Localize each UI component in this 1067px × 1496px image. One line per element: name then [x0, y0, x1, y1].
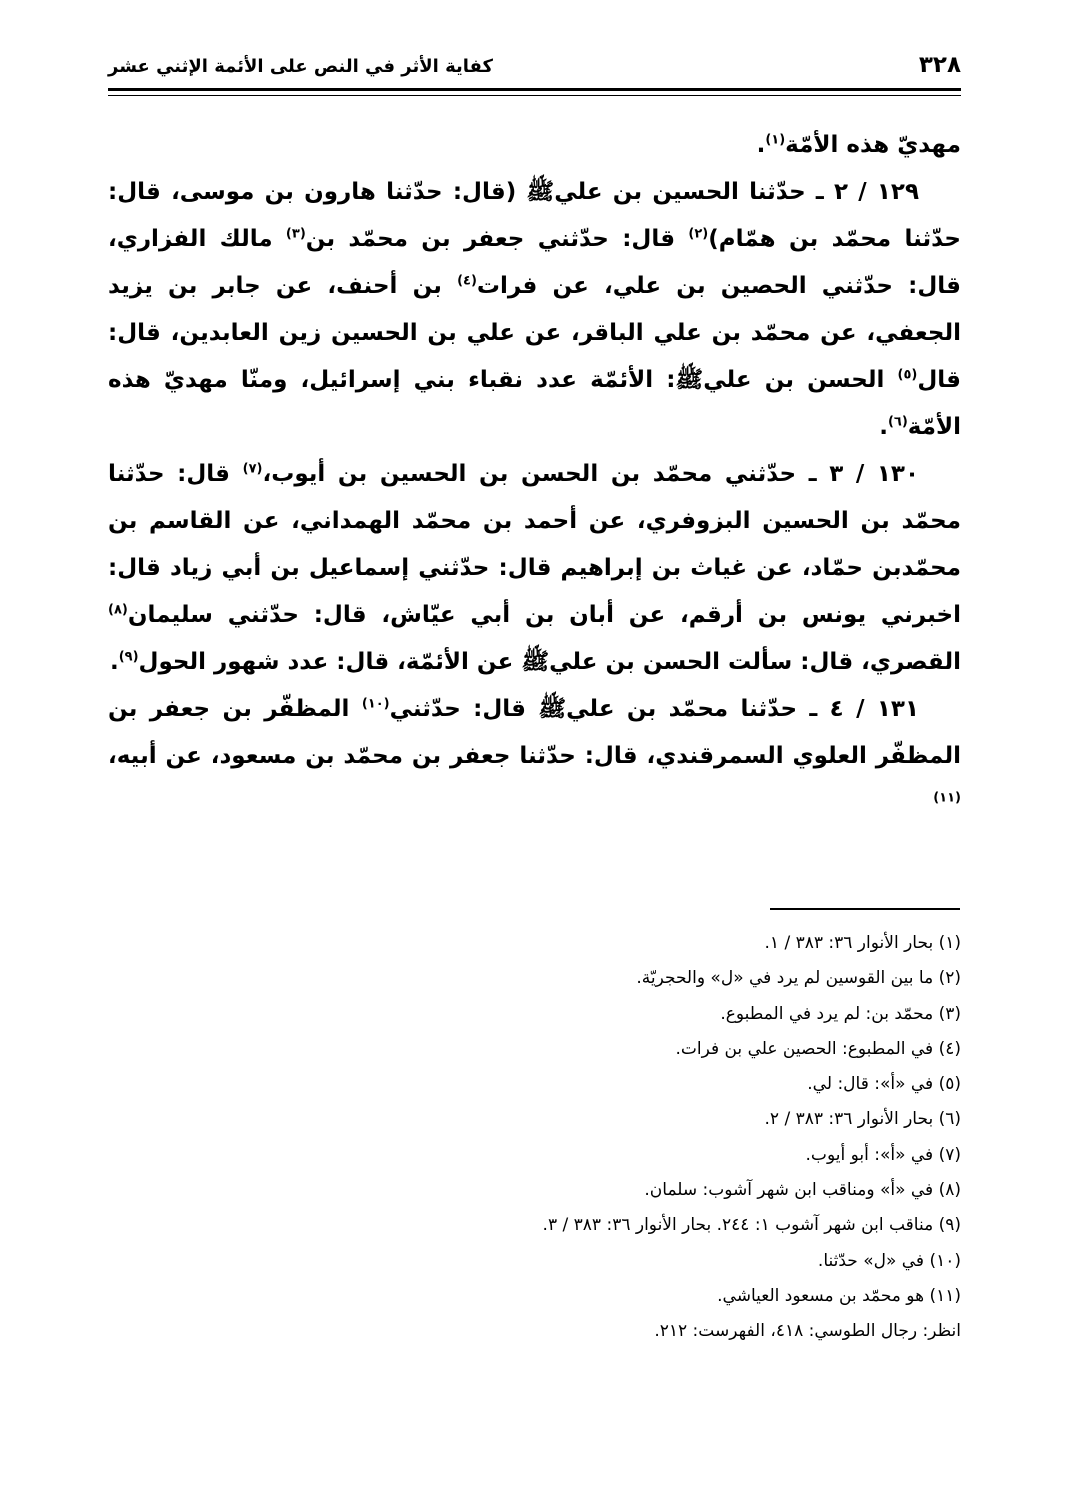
page-number: ٣٢٨ — [918, 52, 961, 78]
note-ref: (٤) — [457, 273, 477, 289]
note-ref: (١١) — [933, 790, 961, 806]
running-header — [108, 52, 961, 86]
text-run: القصري، قال: سألت الحسن بن عليﷺ عن الأئمّة، قال: عدد شهور الحول — [138, 649, 961, 675]
text-run: مالك الفزاري، قال: حدّثني الحصين بن علي، عن فرات — [108, 226, 961, 299]
text-run: . — [756, 132, 766, 158]
paragraph-continuation — [108, 122, 961, 169]
footnote: (١٠) في «ل» حدّثنا. — [817, 1250, 961, 1271]
note-ref: (٢) — [688, 226, 709, 242]
header-rule-thick — [108, 88, 961, 91]
text-run: قال: حدّثني جعفر بن محمّد بن — [305, 226, 689, 252]
footnote: (٦) بحار الأنوار ٣٦: ٣٨٣ / ٢. — [764, 1109, 961, 1130]
text-run: ١٣٠ / ٣ ـ حدّثني محمّد بن الحسن بن الحسين بن أيوب، — [262, 461, 920, 487]
footnote: (٢) ما بين القوسين لم يرد في «ل» والحجريّة. — [636, 968, 961, 989]
text-run: ١٣١ / ٤ ـ حدّثنا محمّد بن عليﷺ قال: حدّثني — [389, 696, 920, 722]
footnote: (٣) محمّد بن: لم يرد في المطبوع. — [720, 1003, 961, 1024]
footnote-separator — [770, 908, 960, 910]
note-ref: (٩) — [118, 649, 139, 665]
footnote: (٥) في «أ»: قال: لي. — [807, 1074, 961, 1095]
text-run: قال: حدّثنا محمّد بن الحسين البزوفري، عن أحمد بن محمّد الهمداني، عن القاسم بن محمّدبن حمّاد، عن غياث بن إبراهيم قال: حدّثني إسماعيل بن أبي زياد قال: اخبرني يونس بن أرقم، عن أبان بن أبي عيّاش، قال: حدّثني سليمان — [108, 461, 961, 628]
text-run: . — [879, 414, 888, 440]
hadith-131 — [108, 686, 961, 827]
footnote: (٧) في «أ»: أبو أيوب. — [805, 1144, 961, 1165]
note-ref: (١٠) — [361, 696, 390, 712]
header-rule-thin — [108, 95, 961, 96]
hadith-129 — [108, 169, 961, 451]
footnote: (٩) مناقب ابن شهر آشوب ١: ٢٤٤. بحار الأنوار ٣٦: ٣٨٣ / ٣. — [542, 1215, 961, 1236]
text-run: ١٢٩ / ٢ ـ حدّثنا الحسين بن عليﷺ (قال: حدّثنا هارون بن موسى، قال: حدّثنا محمّد بن همّام) — [108, 179, 961, 252]
book-title: كفاية الأثر في النص على الأئمة الإثني عشر — [108, 56, 493, 77]
note-ref: (٨) — [108, 602, 128, 618]
main-text — [108, 122, 961, 827]
text-run: بن أحنف، عن جابر بن يزيد الجعفي، عن محمّد بن علي الباقر، عن علي بن الحسين زين العابدين، قال: قال — [108, 273, 961, 393]
text-run: مهديّ هذه الأمّة — [785, 132, 961, 158]
footnote: (١) بحار الأنوار ٣٦: ٣٨٣ / ١. — [764, 933, 961, 953]
footnote: (١١) هو محمّد بن مسعود العياشي. — [717, 1285, 961, 1306]
footnote: (٨) في «أ» ومناقب ابن شهر آشوب: سلمان. — [644, 1180, 961, 1201]
footnote: انظر: رجال الطوسي: ٤١٨، الفهرست: ٢١٢. — [654, 1321, 961, 1342]
footnote: (٤) في المطبوع: الحصين علي بن فرات. — [675, 1038, 961, 1059]
note-ref: (١) — [765, 132, 786, 148]
text-run: الحسن بن عليﷺ: الأئمّة عدد نقباء بني إسرائيل، ومنّا مهديّ هذه الأمّة — [108, 367, 961, 440]
note-ref: (٦) — [887, 414, 908, 430]
footnotes — [108, 926, 961, 1350]
text-run: المظفّر بن جعفر بن المظفّر العلوي السمرقندي، قال: حدّثنا جعفر بن محمّد بن مسعود، عن أبيه، — [108, 696, 961, 769]
note-ref: (٧) — [242, 461, 263, 477]
note-ref: (٣) — [285, 226, 306, 242]
text-run: . — [109, 649, 119, 675]
note-ref: (٥) — [897, 367, 918, 383]
hadith-130 — [108, 451, 961, 686]
